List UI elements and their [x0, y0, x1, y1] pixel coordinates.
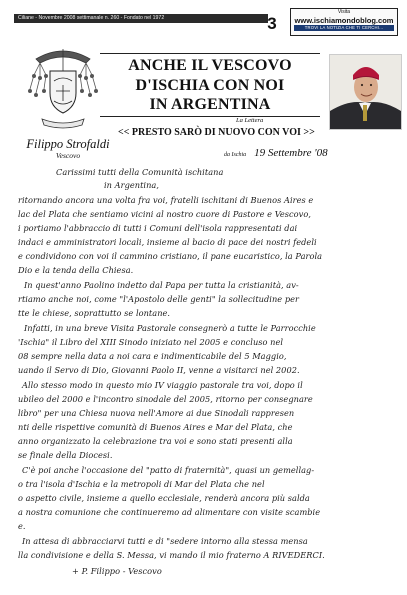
dateline-place: da Ischia — [224, 152, 247, 158]
headline-line-2: D'ISCHIA CON NOI — [135, 76, 285, 94]
letter-line: e condividono con voi il cammino cristiano, il pane eucaristico, la Parola — [18, 251, 323, 261]
author-name: Filippo Strofaldi — [26, 137, 110, 151]
letter-line: libro" per una Chiesa nuova nell'Amore ai due Sinodali rappresen — [18, 408, 295, 418]
dateline — [224, 143, 328, 161]
letter-line: 'Ischia" il Libro del XIII Sinodo iniziato nel 2005 e concluso nel — [18, 337, 284, 347]
letter-line: o tra l'isola d'Ischia e la metropoli di Mar del Plata che nel — [18, 479, 265, 489]
headline-top-rule — [100, 53, 320, 54]
letter-line: uando il Servo di Dio, Giovanni Paolo II, venne a visitarci nel 2002. — [18, 365, 300, 375]
website-visit-label: Visita — [337, 9, 351, 15]
letter-line: Carissimi tutti della Comunità ischitana — [56, 167, 224, 177]
letter-line: lla condivisione e della S. Messa, vi mando il mio fraterno A RIVEDERCI. — [18, 550, 325, 560]
letter-line: In quest'anno Paolino indetto dal Papa per tutta la cristianità, av- — [24, 280, 299, 290]
letter-line: nti delle rispettive comunità di Buenos Aires e Mar del Plata, che — [18, 422, 293, 432]
dateline-date: 19 Settembre '08 — [254, 147, 328, 159]
headline-line-3: IN ARGENTINA — [149, 96, 271, 113]
letter-line: ritornando ancora una volta fra voi, fratelli ischitani di Buenos Aires e — [18, 195, 314, 205]
letter-line: in Argentina, — [104, 180, 159, 190]
letter-line: e. — [18, 521, 26, 531]
letter-line: se finale della Diocesi. — [18, 450, 113, 460]
letter-line: C'è poi anche l'occasione del "patto di fraternità", quasi un gemellag- — [22, 465, 315, 475]
letter-line: rtiamo anche noi, come "l'Apostolo delle genti" la sollecitudine per — [18, 294, 299, 304]
issue-line: Ciliane - Novembre 2008 settimanale n. 260 - Fondato nel 1972 — [18, 15, 165, 21]
letter-line: tte le chiese, soprattutto se lontane. — [18, 308, 171, 318]
author-block — [14, 137, 122, 161]
headline-line-1: ANCHE IL VESCOVO — [128, 57, 292, 74]
website-url[interactable]: www.ischiamondoblog.com — [294, 16, 394, 25]
letter-line: o aspetto civile, insieme a quello ecclesiale, renderà ancora più salda — [18, 493, 310, 503]
letter-line: lac del Plata che sentiamo vicini al nostro cuore di Pastore e Vescovo, — [18, 209, 311, 219]
section-kicker: La Lettera — [236, 117, 264, 124]
letter-line: i portiamo l'abbraccio di tutti i Comuni dell'isola rappresentati dai — [18, 223, 298, 233]
letter-line: ubileo del 2000 e l'incontro sinodale del 2005, ritorno per consegnare — [18, 394, 313, 404]
headline — [100, 56, 320, 115]
letter-signature: + P. Filippo - Vescovo — [72, 566, 162, 576]
letter-line: Dio e la tenda della Chiesa. — [18, 265, 134, 275]
letter-line: Allo stesso modo in questo mio IV viaggio pastorale tra voi, dopo il — [22, 380, 303, 390]
issue-info-bar — [14, 14, 268, 23]
letter-line: Infatti, in una breve Visita Pastorale consegnerò a tutte le Parrocchie — [24, 323, 316, 333]
website-banner[interactable] — [290, 8, 398, 36]
headline-bottom-rule — [100, 116, 320, 117]
website-tagline: TROVI LA NOTIZIA CHE TI CERCHI... — [294, 25, 394, 31]
letter-line: indaci e amministratori locali, insieme al bacio di pace dei nostri fedeli — [18, 237, 317, 247]
episcopal-coat-of-arms — [28, 41, 98, 137]
subtitle: << PRESTO SARÒ DI NUOVO CON VOI >> — [118, 127, 315, 138]
author-role: Vescovo — [55, 151, 81, 160]
letter-line: a nostra comunione che continueremo ad alimentare con visite scambie — [18, 507, 321, 517]
letter-line: anno organizzato la celebrazione tra voi e sono stati presenti alla — [18, 436, 293, 446]
page-number: 3 — [267, 14, 277, 33]
letter-line: 08 sempre nella data a noi cara e indimenticabile del 5 Maggio, — [18, 351, 287, 361]
bishop-portrait-photo — [329, 54, 402, 130]
letter-line: In attesa di abbracciarvi tutti e di "sedere intorno alla stessa mensa — [22, 536, 308, 546]
